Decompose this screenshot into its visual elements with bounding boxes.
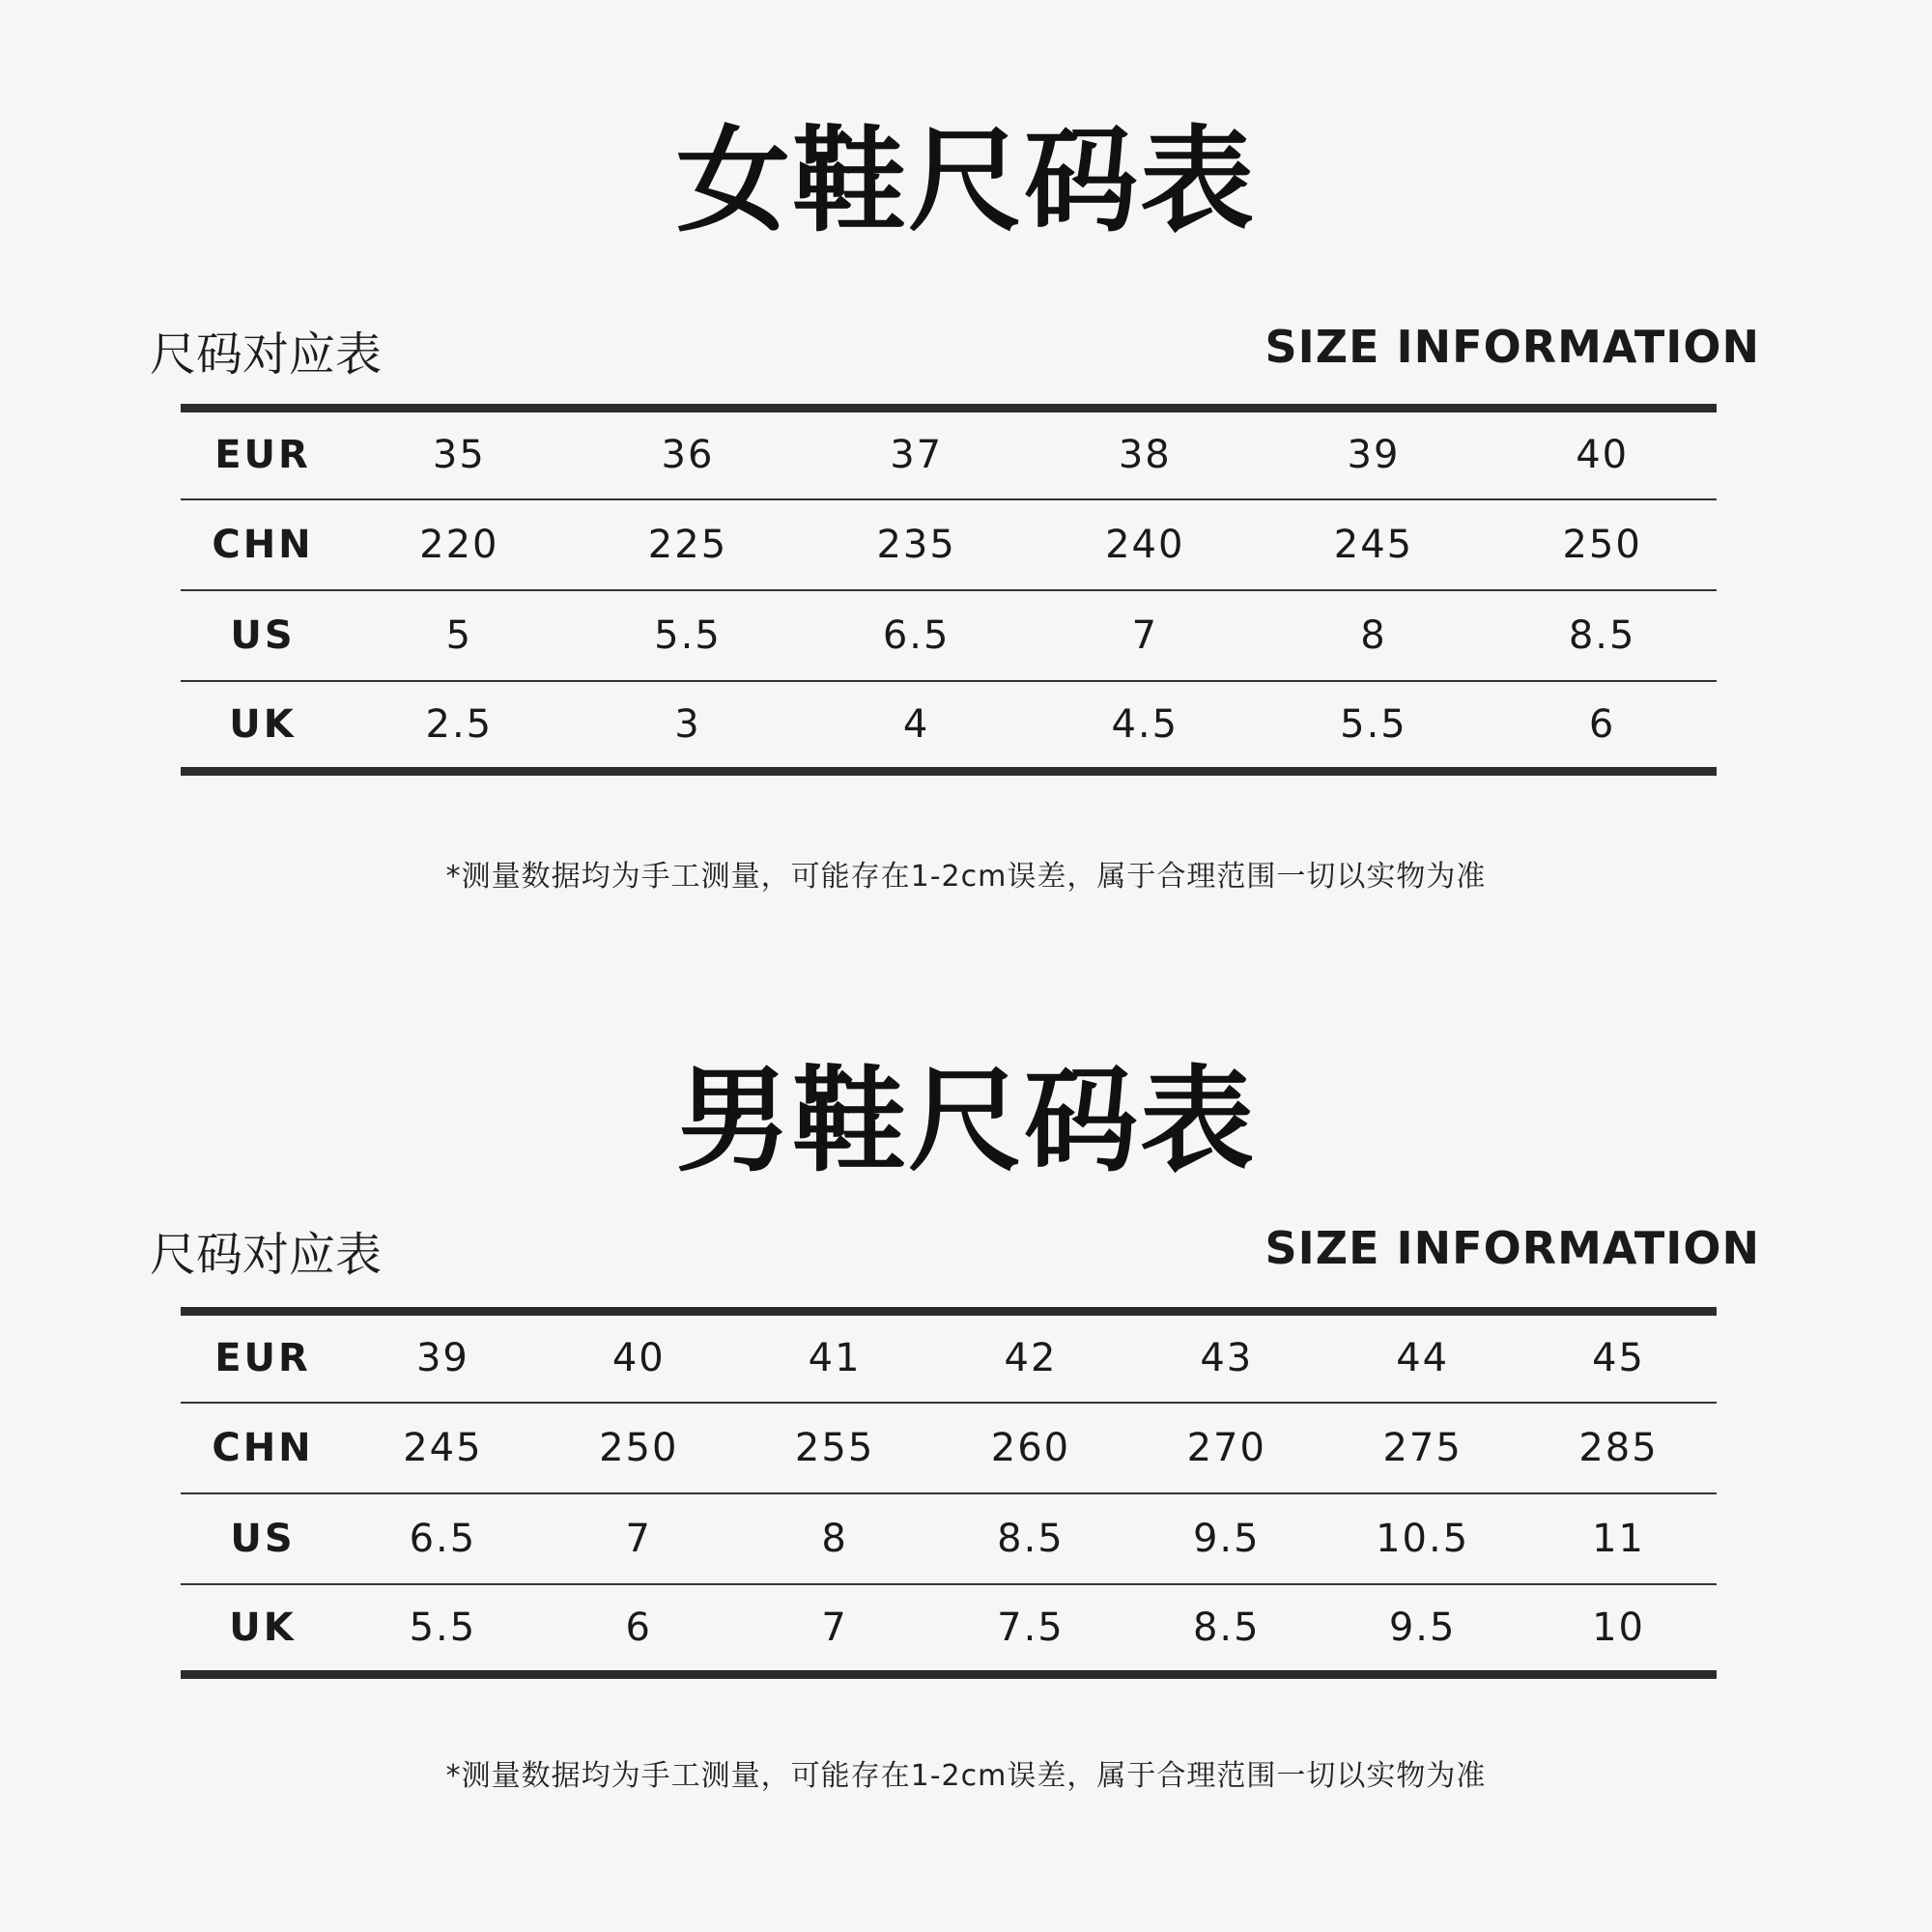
- women-cell: 235: [802, 499, 1031, 590]
- men-row-label: UK: [181, 1584, 345, 1675]
- women-cell: 37: [890, 433, 944, 478]
- men-size-table: [181, 1307, 1717, 1679]
- women-cell: 7: [1031, 590, 1260, 681]
- women-size-table: [181, 404, 1717, 776]
- men-cell: 42: [1004, 1336, 1058, 1381]
- men-title: 男鞋尺码表: [675, 1054, 1256, 1187]
- women-cell: 5: [345, 590, 574, 681]
- men-cell: 260: [933, 1403, 1129, 1493]
- men-subtitle-en: SIZE INFORMATION: [1264, 1222, 1760, 1274]
- men-cell: 10: [1520, 1584, 1717, 1675]
- women-cell: 6: [1488, 681, 1717, 772]
- men-cell: 8.5: [1128, 1584, 1324, 1675]
- men-cell: 250: [541, 1403, 737, 1493]
- women-cell: 4.5: [1031, 681, 1260, 772]
- men-cell: 45: [1592, 1336, 1645, 1381]
- women-cell: 8: [1260, 590, 1489, 681]
- men-cell: 7: [737, 1584, 933, 1675]
- men-row-uk: [181, 1584, 1717, 1675]
- women-cell: 250: [1488, 499, 1717, 590]
- women-cell: 5.5: [1260, 681, 1489, 772]
- women-row-label: EUR: [214, 433, 311, 478]
- women-cell: 240: [1031, 499, 1260, 590]
- women-cell: 2.5: [345, 681, 574, 772]
- men-subtitle-cn: 尺码对应表: [150, 1228, 383, 1282]
- women-subtitle-en: SIZE INFORMATION: [1264, 321, 1760, 373]
- men-row-label: CHN: [181, 1403, 345, 1493]
- men-row-label: EUR: [214, 1336, 311, 1381]
- men-cell: 5.5: [345, 1584, 541, 1675]
- women-cell: 36: [661, 433, 715, 478]
- men-cell: 40: [611, 1336, 666, 1381]
- women-cell: 5.5: [574, 590, 803, 681]
- women-subtitle-cn: 尺码对应表: [150, 327, 383, 382]
- women-cell: 245: [1260, 499, 1489, 590]
- women-cell: 35: [432, 433, 486, 478]
- women-cell: 225: [574, 499, 803, 590]
- men-cell: 10.5: [1324, 1493, 1520, 1584]
- men-cell: 44: [1396, 1336, 1450, 1381]
- women-cell: 6.5: [802, 590, 1031, 681]
- women-cell: 4: [802, 681, 1031, 772]
- men-cell: 9.5: [1324, 1584, 1520, 1675]
- women-cell: 39: [1347, 433, 1401, 478]
- men-cell: 6.5: [345, 1493, 541, 1584]
- men-cell: 9.5: [1128, 1493, 1324, 1584]
- men-row-eur: [181, 1312, 1717, 1403]
- women-row-chn: [181, 499, 1717, 590]
- men-cell: 6: [541, 1584, 737, 1675]
- men-cell: 285: [1520, 1403, 1717, 1493]
- women-cell: 8.5: [1488, 590, 1717, 681]
- men-cell: 8: [737, 1493, 933, 1584]
- women-measurement-note: *测量数据均为手工测量，可能存在1-2cm误差，属于合理范围一切以实物为准: [445, 860, 1487, 894]
- women-row-eur: [181, 409, 1717, 499]
- men-cell: 7: [541, 1493, 737, 1584]
- women-row-label: UK: [181, 681, 345, 772]
- women-cell: 40: [1576, 433, 1630, 478]
- men-cell: 255: [737, 1403, 933, 1493]
- men-row-chn: [181, 1403, 1717, 1493]
- men-cell: 39: [415, 1336, 469, 1381]
- women-row-uk: [181, 681, 1717, 772]
- women-row-label: CHN: [181, 499, 345, 590]
- men-cell: 245: [345, 1403, 541, 1493]
- men-row-us: [181, 1493, 1717, 1584]
- men-cell: 270: [1128, 1403, 1324, 1493]
- women-cell: 38: [1118, 433, 1172, 478]
- men-cell: 7.5: [933, 1584, 1129, 1675]
- men-cell: 43: [1200, 1336, 1254, 1381]
- women-row-label: US: [181, 590, 345, 681]
- men-measurement-note: *测量数据均为手工测量，可能存在1-2cm误差，属于合理范围一切以实物为准: [445, 1759, 1487, 1793]
- women-cell: 220: [345, 499, 574, 590]
- women-row-us: [181, 590, 1717, 681]
- men-row-label: US: [181, 1493, 345, 1584]
- men-cell: 41: [808, 1336, 862, 1381]
- men-cell: 8.5: [933, 1493, 1129, 1584]
- men-cell: 275: [1324, 1403, 1520, 1493]
- men-cell: 11: [1520, 1493, 1717, 1584]
- women-title: 女鞋尺码表: [675, 114, 1256, 247]
- women-cell: 3: [574, 681, 803, 772]
